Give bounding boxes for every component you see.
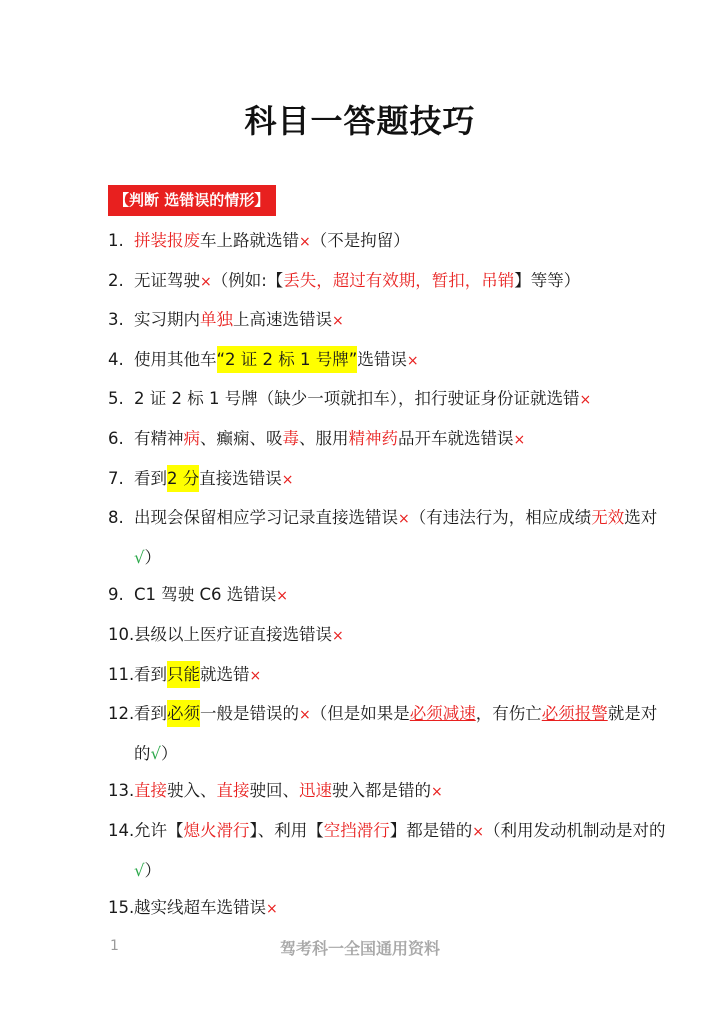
- text-segment: 品开车就选错误: [398, 428, 514, 448]
- check-mark-icon: √: [134, 547, 145, 567]
- cross-mark-icon: ×: [579, 392, 592, 409]
- list-item: [108, 341, 668, 381]
- cross-mark-icon: ×: [249, 667, 262, 684]
- item-number: 9.: [108, 585, 124, 605]
- text-segment: 使用其他车: [134, 349, 217, 369]
- item-text: [134, 772, 668, 812]
- text-segment: 驶入、: [167, 781, 217, 801]
- text-segment: 允许【: [134, 820, 184, 840]
- text-segment: 一般是错误的: [200, 704, 299, 724]
- item-text: [134, 380, 668, 420]
- text-segment: 】、利用【: [249, 820, 324, 840]
- emphasis-text: 精神药: [348, 428, 398, 448]
- text-segment: 出现会保留相应学习记录直接选错误: [134, 508, 398, 528]
- text-segment: 看到: [134, 468, 167, 488]
- cross-mark-icon: ×: [281, 471, 294, 488]
- text-segment: 车上路就选错: [200, 231, 299, 250]
- highlighted-text: “2 证 2 标 1 号牌”: [217, 346, 358, 373]
- item-text: [134, 222, 668, 262]
- emphasis-text: 直接: [134, 781, 167, 801]
- item-number: 10.: [108, 624, 135, 644]
- text-segment: 直接选错误: [199, 468, 282, 488]
- list-item: [108, 301, 668, 341]
- text-segment: ）: [161, 743, 178, 763]
- cross-mark-icon: ×: [431, 784, 443, 801]
- text-segment: 越实线超车选错误: [134, 898, 266, 918]
- emphasis-text: 熄火滑行: [183, 820, 250, 840]
- item-text: [134, 889, 668, 929]
- item-number: 13.: [108, 781, 135, 801]
- text-segment: 】等等）: [514, 270, 581, 290]
- item-text: [134, 616, 668, 656]
- item-text: [134, 695, 668, 772]
- item-number: 7.: [108, 468, 124, 488]
- item-number: 2.: [108, 270, 124, 290]
- page-title: 科目一答题技巧: [244, 102, 476, 140]
- item-number: 3.: [108, 310, 124, 330]
- list-item: [108, 420, 668, 460]
- text-segment: 实习期内: [134, 310, 200, 330]
- item-text: [134, 301, 668, 341]
- cross-mark-icon: ×: [513, 431, 526, 448]
- item-text: [134, 576, 668, 616]
- item-number: 1.: [108, 231, 124, 250]
- text-segment: 有精神: [134, 428, 184, 448]
- cross-mark-icon: ×: [299, 234, 311, 250]
- text-segment: 就选错: [200, 664, 250, 684]
- cross-mark-icon: ×: [472, 823, 484, 840]
- item-number: 4.: [108, 349, 124, 369]
- text-segment: 无证驾驶: [134, 270, 200, 290]
- item-number: 5.: [108, 389, 124, 409]
- text-segment: 、服用: [299, 428, 349, 448]
- cross-mark-icon: ×: [299, 707, 311, 724]
- rule-list: [108, 222, 668, 929]
- item-text: [134, 656, 668, 696]
- text-segment: （例如:【: [211, 270, 284, 290]
- list-item: [108, 812, 668, 889]
- highlighted-text: 2 分: [167, 465, 199, 492]
- emphasis-text: 丢失，超过有效期，暂扣，吊销: [283, 270, 515, 290]
- list-item: [108, 772, 668, 812]
- cross-mark-icon: ×: [266, 901, 278, 918]
- item-number: 6.: [108, 428, 124, 448]
- item-text: [134, 812, 668, 889]
- item-text: [134, 262, 668, 302]
- list-item: [108, 616, 668, 656]
- cross-mark-icon: ×: [332, 313, 344, 330]
- text-segment: ）: [144, 860, 162, 880]
- list-item: [108, 499, 668, 576]
- text-segment: （有违法行为，相应成绩: [409, 508, 592, 528]
- item-number: 15.: [108, 898, 135, 918]
- emphasis-text: 空挡滑行: [323, 820, 390, 840]
- text-segment: （但是如果是: [310, 704, 410, 724]
- item-text: [134, 460, 668, 500]
- text-segment: 驶回、: [249, 781, 299, 801]
- text-segment: 选对: [624, 508, 658, 528]
- list-item: [108, 222, 668, 262]
- emphasis-text: 直接: [216, 781, 250, 801]
- emphasis-text: 必须减速: [409, 704, 476, 724]
- text-segment: 就是对的: [134, 704, 658, 763]
- cross-mark-icon: ×: [276, 588, 289, 605]
- list-item: [108, 380, 668, 420]
- highlighted-text: 必须: [167, 700, 200, 727]
- list-item: [108, 889, 668, 929]
- text-segment: 2 证 2 标 1 号牌（缺少一项就扣车），扣行驶证身份证就选错: [134, 389, 580, 409]
- text-segment: ，有伤亡: [475, 704, 542, 724]
- cross-mark-icon: ×: [398, 511, 410, 528]
- cross-mark-icon: ×: [200, 273, 212, 290]
- item-text: [134, 499, 668, 576]
- section-label: 【判断 选错误的情形】: [108, 185, 276, 216]
- cross-mark-icon: ×: [406, 352, 419, 369]
- text-segment: 】都是错的: [389, 820, 473, 840]
- text-segment: 选错误: [357, 349, 407, 369]
- text-segment: 驶入都是错的: [332, 781, 431, 801]
- list-item: [108, 262, 668, 302]
- text-segment: C1 驾驶 C6 选错误: [134, 585, 277, 605]
- emphasis-text: 无效: [591, 508, 625, 528]
- item-text: [134, 420, 668, 460]
- list-item: [108, 460, 668, 500]
- cross-mark-icon: ×: [332, 627, 344, 644]
- highlighted-text: 只能: [167, 661, 200, 688]
- emphasis-text: 毒: [282, 428, 299, 448]
- text-segment: 看到: [134, 704, 167, 724]
- page-number: 1: [110, 938, 119, 954]
- item-number: 14.: [108, 820, 135, 840]
- check-mark-icon: √: [150, 743, 162, 763]
- footer-text: 驾考科一全国通用资料: [279, 939, 440, 958]
- text-segment: 县级以上医疗证直接选错误: [134, 624, 332, 644]
- text-segment: （不是拘留）: [310, 231, 410, 250]
- list-item: [108, 695, 668, 772]
- text-segment: 看到: [134, 664, 167, 684]
- item-number: 11.: [108, 664, 135, 684]
- text-segment: ）: [144, 547, 162, 567]
- text-segment: 上高速选错误: [233, 310, 332, 330]
- check-mark-icon: √: [134, 860, 145, 880]
- list-item: [108, 656, 668, 696]
- list-item: [108, 576, 668, 616]
- item-number: 8.: [108, 508, 124, 528]
- item-text: [134, 341, 668, 381]
- text-segment: （利用发动机制动是对的: [483, 820, 666, 840]
- emphasis-text: 拼装报废: [134, 231, 200, 250]
- emphasis-text: 必须报警: [541, 704, 608, 724]
- emphasis-text: 病: [183, 428, 200, 448]
- text-segment: 、癫痫、吸: [200, 428, 283, 448]
- item-number: 12.: [108, 704, 135, 724]
- emphasis-text: 单独: [200, 310, 233, 330]
- emphasis-text: 迅速: [299, 781, 332, 801]
